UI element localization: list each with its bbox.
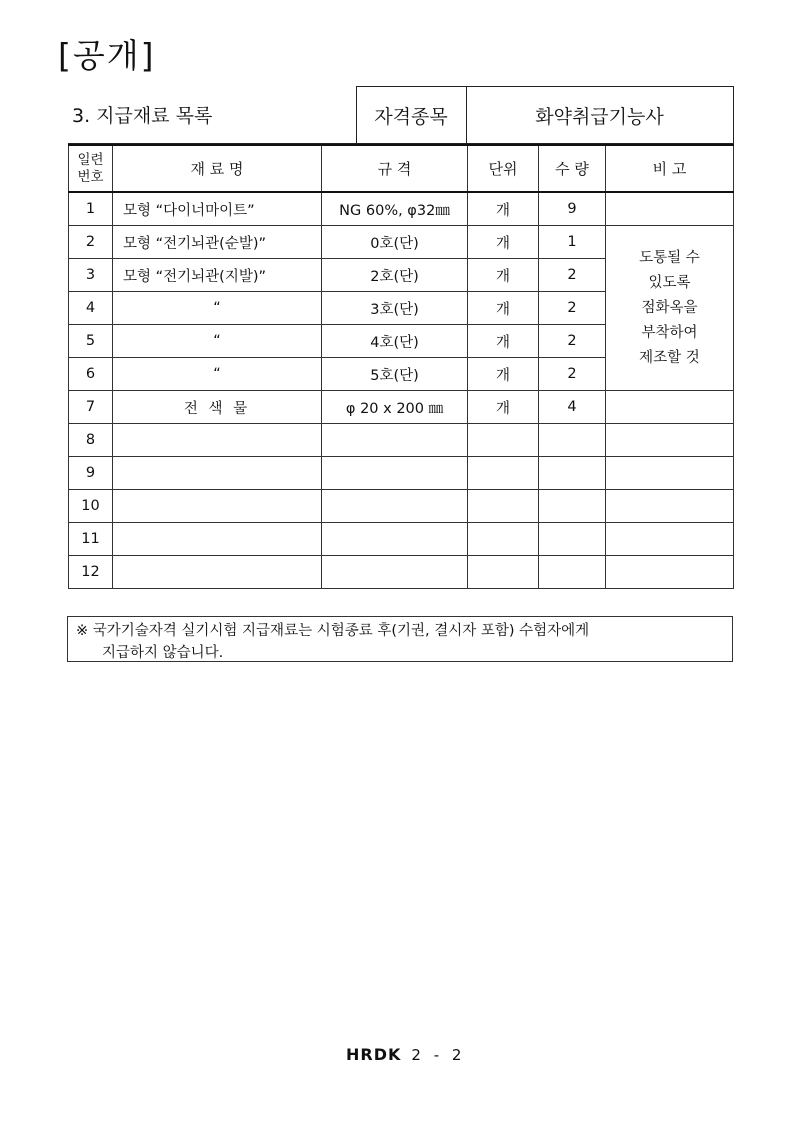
hrdk-logo: HRDK (346, 1045, 402, 1064)
cell-name (113, 457, 322, 490)
cell-note-empty (606, 556, 734, 589)
cell-unit: 개 (468, 259, 539, 292)
cell-note-empty (606, 391, 734, 424)
cell-spec: NG 60%, φ32㎜ (322, 192, 468, 226)
col-header-note: 비 고 (606, 145, 734, 192)
cell-no: 4 (69, 292, 113, 325)
cell-no: 12 (69, 556, 113, 589)
table-row (69, 523, 734, 556)
page-number: 2 - 2 (411, 1045, 466, 1064)
col-header-qty: 수 량 (539, 145, 606, 192)
cell-qty (539, 457, 606, 490)
cell-name (113, 424, 322, 457)
cell-qty: 1 (539, 226, 606, 259)
cell-unit (468, 457, 539, 490)
cell-unit: 개 (468, 391, 539, 424)
cell-qty: 2 (539, 292, 606, 325)
note-line: 도통될 수 (639, 249, 700, 266)
cell-name: “ (113, 325, 322, 358)
cell-no: 8 (69, 424, 113, 457)
cell-spec (322, 424, 468, 457)
cell-qty: 2 (539, 259, 606, 292)
cell-spec (322, 490, 468, 523)
cell-no: 3 (69, 259, 113, 292)
cell-spec (322, 457, 468, 490)
note-line: 부착하여 (641, 324, 698, 341)
cell-unit: 개 (468, 358, 539, 391)
col-header-unit: 단위 (468, 145, 539, 192)
cell-qty: 4 (539, 391, 606, 424)
cell-note-empty (606, 490, 734, 523)
cell-name: “ (113, 292, 322, 325)
cell-no: 2 (69, 226, 113, 259)
note-line: 점화옥을 (641, 299, 698, 316)
cell-name (113, 556, 322, 589)
cell-note-empty (606, 523, 734, 556)
cell-name (113, 490, 322, 523)
cell-spec: 0호(단) (322, 226, 468, 259)
col-header-name: 재 료 명 (113, 145, 322, 192)
cell-unit: 개 (468, 325, 539, 358)
cell-name: 모형 “전기뇌관(지발)” (113, 259, 322, 292)
table-row (69, 391, 734, 424)
cell-qty: 2 (539, 358, 606, 391)
cell-unit (468, 523, 539, 556)
cell-note-empty (606, 424, 734, 457)
table-row (69, 424, 734, 457)
cell-spec (322, 523, 468, 556)
cell-qty: 2 (539, 325, 606, 358)
qualification-value: 화약취급기능사 (466, 87, 733, 144)
cell-no: 5 (69, 325, 113, 358)
cell-spec: 5호(단) (322, 358, 468, 391)
cell-unit: 개 (468, 292, 539, 325)
notice-line-2: 지급하지 않습니다. (102, 645, 224, 661)
table-row (69, 226, 734, 259)
cell-no: 10 (69, 490, 113, 523)
cell-qty (539, 556, 606, 589)
cell-no: 11 (69, 523, 113, 556)
notice-box (67, 616, 733, 662)
qualification-label: 자격종목 (356, 87, 466, 144)
cell-qty (539, 523, 606, 556)
cell-qty (539, 490, 606, 523)
cell-name: “ (113, 358, 322, 391)
page-footer (346, 1045, 465, 1064)
table-row (69, 490, 734, 523)
col-header-serial-line2: 번호 (77, 168, 104, 185)
cell-no: 7 (69, 391, 113, 424)
cell-no: 9 (69, 457, 113, 490)
cell-unit (468, 490, 539, 523)
cell-unit: 개 (468, 192, 539, 226)
cell-spec: 2호(단) (322, 259, 468, 292)
col-header-serial (69, 145, 113, 192)
note-line: 있도록 (648, 274, 691, 291)
section-title: 3. 지급재료 목록 (68, 87, 356, 144)
table-row (69, 556, 734, 589)
table-row (69, 192, 734, 226)
cell-unit: 개 (468, 226, 539, 259)
notice-line-1: ※ 국가기술자격 실기시험 지급재료는 시험종료 후(기권, 결시자 포함) 수험자에게 (76, 623, 590, 639)
note-line: 제조할 것 (639, 349, 700, 366)
cell-name: 모형 “전기뇌관(순발)” (113, 226, 322, 259)
cell-name (113, 523, 322, 556)
cell-unit (468, 424, 539, 457)
cell-name: 모형 “다이너마이트” (113, 192, 322, 226)
cell-note-empty (606, 192, 734, 226)
cell-qty (539, 424, 606, 457)
col-header-serial-line1: 일련 (77, 151, 104, 168)
materials-table (68, 144, 734, 589)
cell-qty: 9 (539, 192, 606, 226)
cell-spec: φ 20 x 200 ㎜ (322, 391, 468, 424)
public-badge: [공개] (58, 36, 156, 75)
cell-no: 1 (69, 192, 113, 226)
header-table (68, 86, 734, 144)
cell-unit (468, 556, 539, 589)
cell-note-merged (606, 226, 734, 391)
cell-spec (322, 556, 468, 589)
table-row (69, 457, 734, 490)
cell-spec: 3호(단) (322, 292, 468, 325)
cell-note-empty (606, 457, 734, 490)
cell-no: 6 (69, 358, 113, 391)
cell-spec: 4호(단) (322, 325, 468, 358)
cell-name: 전 색 물 (113, 391, 322, 424)
table-header-row (69, 145, 734, 192)
col-header-spec: 규 격 (322, 145, 468, 192)
